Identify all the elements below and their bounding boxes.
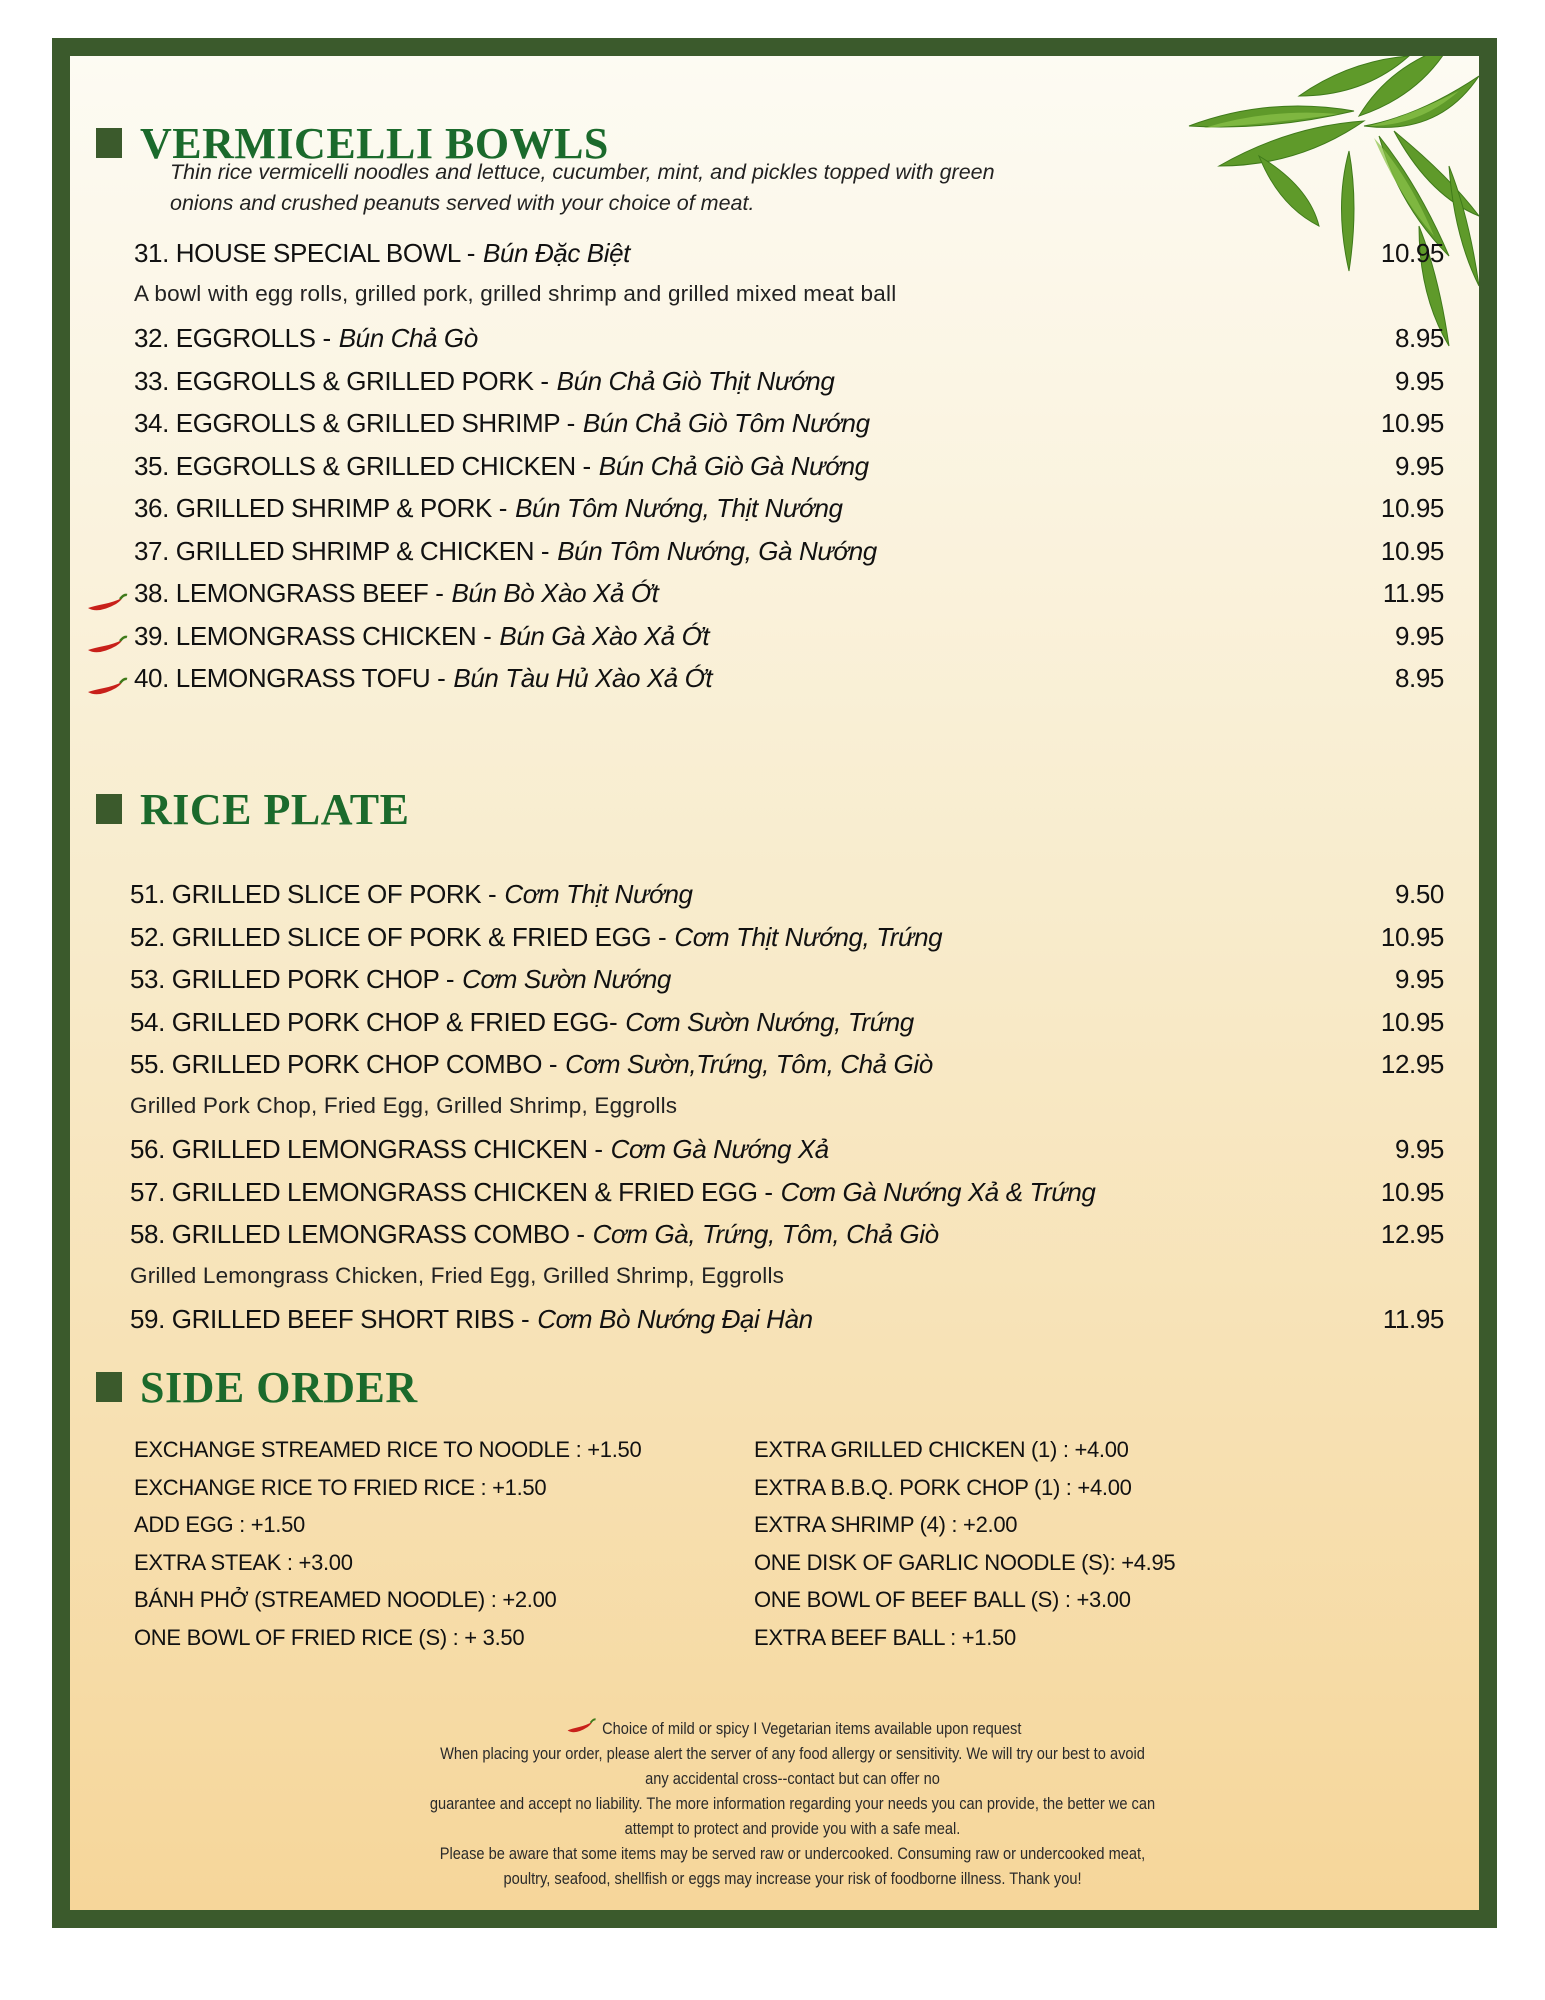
menu-item-53: 53. GRILLED PORK CHOP - Cơm Sườn Nướng 9.95 [130,959,1444,999]
item-price: 9.50 [1394,879,1444,909]
notice-line: any accidental cross--contact but can offer no [645,1769,940,1788]
chili-pepper-icon [564,1717,598,1737]
side-order-item: EXTRA SHRIMP (4) : +2.00 [754,1512,1018,1537]
menu-item-34: 34. EGGROLLS & GRILLED SHRIMP - Bún Chả Giò Tôm Nướng 10.95 [134,403,1444,443]
item-price: 10.95 [1380,1177,1444,1207]
menu-item-39: 39. LEMONGRASS CHICKEN - Bún Gà Xào Xả Ớt 9.95 [134,616,1444,656]
allergy-notice [343,1716,1242,1891]
item-price: 8.95 [1394,323,1444,353]
menu-item-54: 54. GRILLED PORK CHOP & FRIED EGG- Cơm Sườn Nướng, Trứng 10.95 [130,1002,1444,1042]
item-price: 9.95 [1394,451,1444,481]
item-price: 11.95 [1382,578,1444,608]
item-price: 10.95 [1380,922,1444,952]
menu-item-57: 57. GRILLED LEMONGRASS CHICKEN & FRIED EGG - Cơm Gà Nướng Xả & Trứng 10.95 [130,1172,1444,1212]
item-price: 9.95 [1394,621,1444,651]
side-order-item: EXTRA BEEF BALL : +1.50 [754,1624,1016,1650]
item-price: 8.95 [1394,663,1444,693]
chili-pepper-icon [84,592,128,616]
menu-item-58: 58. GRILLED LEMONGRASS COMBO - Cơm Gà, Trứng, Tôm, Chả Giò 12.95 [130,1214,1444,1254]
section-marker [96,128,122,158]
item-price: 11.95 [1382,1304,1444,1334]
item-description: A bowl with egg rolls, grilled pork, grilled shrimp and grilled mixed meat ball [134,281,897,306]
item-price: 10.95 [1380,238,1444,268]
item-price: 10.95 [1380,536,1444,566]
notice-line: poultry, seafood, shellfish or eggs may increase your risk of foodborne illness. Thank you! [503,1869,1082,1888]
side-order-item: BÁNH PHỞ (STREAMED NOODLE) : +2.00 [134,1587,557,1612]
menu-item-40: 40. LEMONGRASS TOFU - Bún Tàu Hủ Xào Xả Ớt 8.95 [134,658,1444,698]
item-price: 12.95 [1380,1219,1444,1249]
menu-item-31: 31. HOUSE SPECIAL BOWL - Bún Đặc Biệt 10.95 [134,233,1444,273]
side-order-item: EXCHANGE STREAMED RICE TO NOODLE : +1.50 [134,1437,642,1462]
section-marker [96,794,122,824]
menu-item-56: 56. GRILLED LEMONGRASS CHICKEN - Cơm Gà Nướng Xả 9.95 [130,1129,1444,1169]
side-order-item: ONE BOWL OF BEEF BALL (S) : +3.00 [754,1587,1131,1612]
menu-item-52: 52. GRILLED SLICE OF PORK & FRIED EGG - Cơm Thịt Nướng, Trứng 10.95 [130,917,1444,957]
side-order-item: ONE BOWL OF FRIED RICE (S) : + 3.50 [134,1624,525,1650]
section-marker [96,1372,122,1402]
side-order-left-column [134,1431,641,1656]
side-order-right-column [754,1431,1175,1656]
chili-pepper-icon [84,634,128,658]
section-title-side-order: SIDE ORDER [106,1366,418,1410]
menu-item-32: 32. EGGROLLS - Bún Chả Gò 8.95 [134,318,1444,358]
menu-item-37: 37. GRILLED SHRIMP & CHICKEN - Bún Tôm Nướng, Gà Nướng 10.95 [134,531,1444,571]
menu-page [52,38,1497,1928]
notice-line: When placing your order, please alert the server of any food allergy or sensitivity. We will try our best to avoid [440,1744,1145,1763]
notice-line: attempt to protect and provide you with a safe meal. [624,1819,961,1838]
menu-item-55: 55. GRILLED PORK CHOP COMBO - Cơm Sườn,Trứng, Tôm, Chả Giò 12.95 [130,1044,1444,1084]
menu-item-59: 59. GRILLED BEEF SHORT RIBS - Cơm Bò Nướng Đại Hàn 11.95 [130,1299,1444,1339]
notice-line: Please be aware that some items may be served raw or undercooked. Consuming raw or undercooked meat, [439,1844,1146,1863]
menu-item-35: 35. EGGROLLS & GRILLED CHICKEN - Bún Chả Giò Gà Nướng 9.95 [134,446,1444,486]
side-order-item: EXCHANGE RICE TO FRIED RICE : +1.50 [134,1474,547,1500]
item-price: 9.95 [1394,366,1444,396]
item-price: 9.95 [1394,1134,1444,1164]
item-description: Grilled Pork Chop, Fried Egg, Grilled Shrimp, Eggrolls [130,1093,678,1118]
legend-line: Choice of mild or spicy I Vegetarian items available upon request [343,1716,1242,1741]
intro-line: Thin rice vermicelli noodles and lettuce, cucumber, mint, and pickles topped with green [170,160,995,184]
item-price: 10.95 [1380,1007,1444,1037]
notice-line: guarantee and accept no liability. The more information regarding your needs you can provide, the better we can [429,1794,1156,1813]
menu-item-33: 33. EGGROLLS & GRILLED PORK - Bún Chả Giò Thịt Nướng 9.95 [134,361,1444,401]
side-order-item: EXTRA B.B.Q. PORK CHOP (1) : +4.00 [754,1474,1132,1500]
item-price: 10.95 [1380,493,1444,523]
item-price: 10.95 [1380,408,1444,438]
section-title-vermicelli: VERMICELLI BOWLS [106,122,609,166]
intro-line: onions and crushed peanuts served with your choice of meat. [170,191,755,215]
menu-item-36: 36. GRILLED SHRIMP & PORK - Bún Tôm Nướng, Thịt Nướng 10.95 [134,488,1444,528]
chili-pepper-icon [84,676,128,700]
item-price: 9.95 [1394,964,1444,994]
side-order-item: EXTRA STEAK : +3.00 [134,1549,353,1575]
vermicelli-intro [170,157,1170,219]
item-price: 12.95 [1380,1049,1444,1079]
side-order-item: EXTRA GRILLED CHICKEN (1) : +4.00 [754,1437,1129,1462]
menu-item-51: 51. GRILLED SLICE OF PORK - Cơm Thịt Nướng 9.50 [130,874,1444,914]
section-title-rice-plate: RICE PLATE [106,788,409,832]
side-order-item: ADD EGG : +1.50 [134,1512,305,1537]
item-description: Grilled Lemongrass Chicken, Fried Egg, Grilled Shrimp, Eggrolls [130,1263,785,1288]
menu-item-38: 38. LEMONGRASS BEEF - Bún Bò Xào Xả Ớt 11.95 [134,573,1444,613]
side-order-item: ONE DISK OF GARLIC NOODLE (S): +4.95 [754,1549,1176,1575]
